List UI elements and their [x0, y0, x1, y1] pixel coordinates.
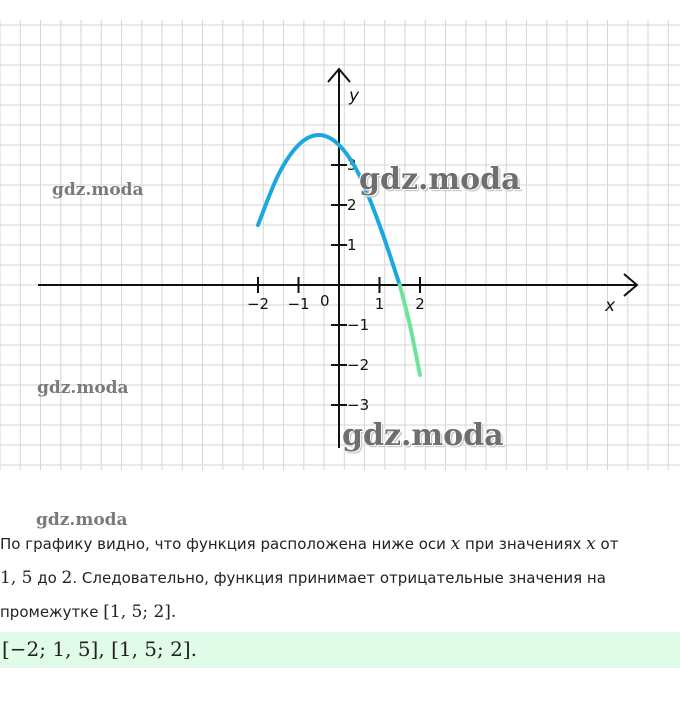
curve-positive-part — [258, 135, 400, 285]
x-tick-label: 2 — [415, 295, 425, 313]
solution-line-2: 1, 5 до 2. Следовательно, функция принимает отрицательные значения на — [0, 568, 606, 588]
y-tick-label: −3 — [347, 396, 370, 414]
answer-box — [0, 632, 680, 668]
y-axis-label: y — [349, 86, 360, 106]
x-tick-label: −1 — [287, 295, 310, 313]
y-tick-label: 1 — [347, 236, 357, 254]
watermark-text: gdz.moda — [36, 510, 128, 530]
math-interval: [1, 5; 2] — [103, 602, 171, 622]
x-tick-label: −2 — [246, 295, 270, 313]
origin-label: 0 — [320, 292, 330, 310]
watermark-text: gdz.moda — [37, 378, 129, 398]
math-value: 2 — [61, 568, 73, 588]
x-tick-label: 1 — [374, 295, 385, 313]
variable-x: x — [450, 534, 461, 554]
solution-line-3: промежутке [1, 5; 2]. — [0, 602, 177, 622]
math-value: 1, 5 — [0, 568, 33, 588]
answer-text: [−2; 1, 5], [1, 5; 2]. — [2, 637, 198, 661]
y-tick-label: −2 — [347, 356, 370, 374]
watermark-text-large: gdz.moda — [342, 418, 504, 453]
solution-line-1: По графику видно, что функция расположена ниже оси x при значениях x от — [0, 534, 619, 554]
x-axis-label: x — [605, 296, 616, 316]
watermark-text-large: gdz.moda — [359, 162, 521, 197]
variable-x: x — [586, 534, 596, 554]
y-tick-label: 2 — [347, 196, 357, 214]
solution-text — [0, 527, 676, 629]
y-tick-label: 3 — [347, 156, 357, 174]
watermark-text: gdz.moda — [52, 180, 144, 200]
y-tick-label: −1 — [347, 316, 370, 334]
